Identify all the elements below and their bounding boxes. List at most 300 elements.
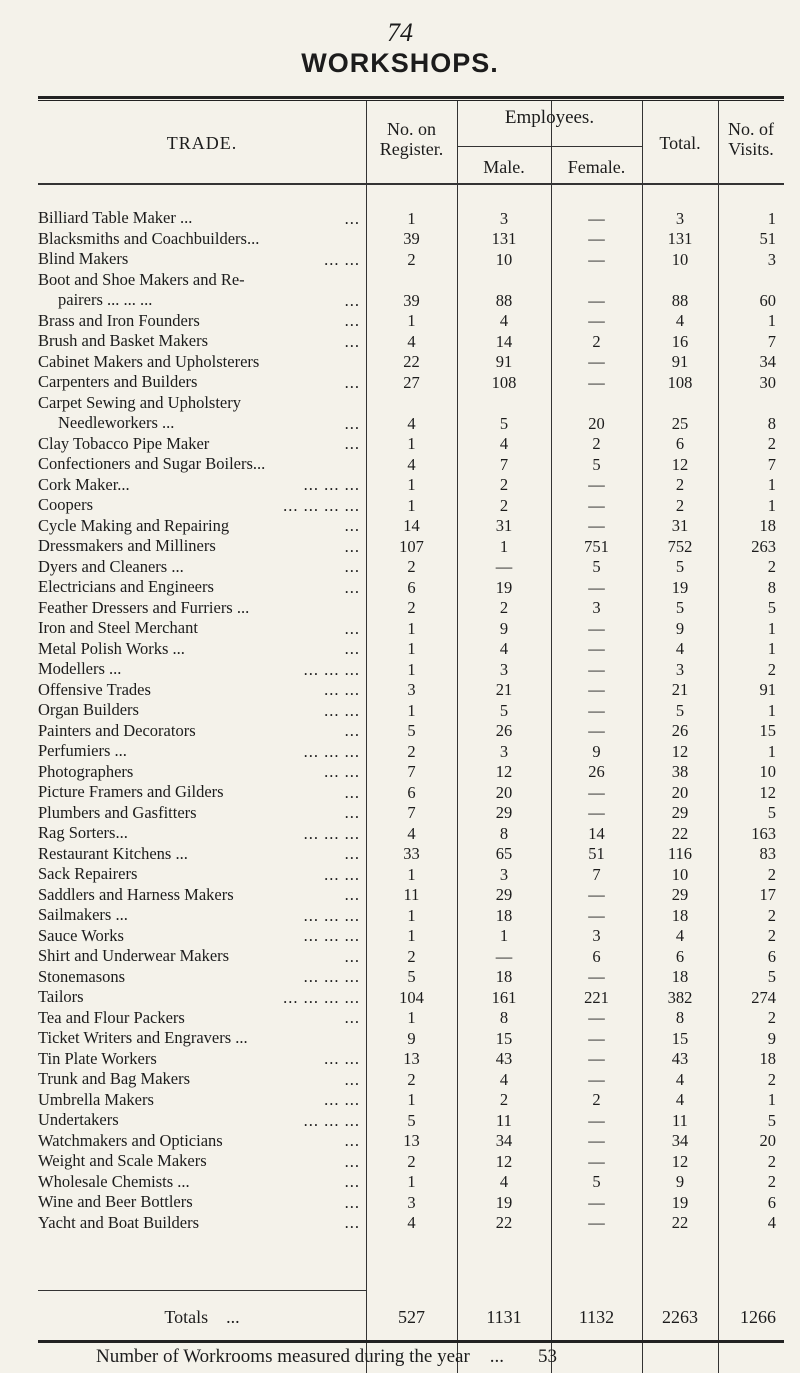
cell-total: 29 xyxy=(671,885,689,904)
cell-visits: 15 xyxy=(759,721,776,740)
cell-total: 29 xyxy=(671,803,689,822)
cell-visits: 51 xyxy=(759,229,776,248)
trade-name-text: Tin Plate Workers xyxy=(38,1048,157,1068)
cell-visits: 163 xyxy=(751,823,776,843)
cell-register: 13 xyxy=(403,1049,420,1068)
trade-name xyxy=(38,598,366,618)
cell-male: 161 xyxy=(491,987,517,1007)
leader-dots: ... xyxy=(344,1213,360,1232)
cell-female: — xyxy=(588,803,605,822)
table-row xyxy=(38,1213,784,1234)
footnote-value: 53 xyxy=(538,1346,558,1367)
table-row xyxy=(38,926,784,947)
cell-female: 2 xyxy=(592,434,601,453)
trade-name xyxy=(38,516,366,536)
cell-total: 382 xyxy=(667,987,693,1007)
leader-dots: ... xyxy=(344,516,360,535)
trade-name-text: Painters and Decorators xyxy=(38,720,196,740)
cell-register: 104 xyxy=(399,987,424,1007)
table-row xyxy=(38,1172,784,1193)
cell-total: 2 xyxy=(675,475,685,494)
cell-visits: 263 xyxy=(751,536,776,556)
leader-dots: ... xyxy=(344,208,360,228)
cell-female: — xyxy=(588,659,605,679)
trade-name-text: Watchmakers and Opticians xyxy=(38,1130,223,1150)
leader-dots: ... xyxy=(344,331,360,351)
cell-male: 21 xyxy=(495,680,513,699)
cell-visits: 91 xyxy=(759,680,776,699)
cell-total: 12 xyxy=(671,741,689,761)
cell-female: — xyxy=(588,229,605,248)
cell-female: — xyxy=(588,700,605,720)
cell-male: — xyxy=(495,946,513,966)
cell-male: 9 xyxy=(499,618,509,638)
cell-male: 88 xyxy=(495,290,513,310)
cell-total: 2 xyxy=(675,495,685,515)
trade-name-text: Perfumiers ... xyxy=(38,741,127,760)
table-row xyxy=(38,1110,784,1131)
cell-total: 8 xyxy=(675,1008,685,1027)
trade-name xyxy=(38,311,366,331)
trade-name-text: Cycle Making and Repairing xyxy=(38,515,230,535)
cell-total: 18 xyxy=(671,905,689,925)
trade-name xyxy=(38,229,366,249)
cell-visits: 6 xyxy=(767,946,776,966)
cell-visits: 2 xyxy=(767,1008,776,1027)
trade-name-text: Blind Makers xyxy=(38,249,129,268)
cell-total: 5 xyxy=(675,700,685,720)
cell-female: 20 xyxy=(588,413,605,433)
cell-female: — xyxy=(588,475,605,494)
table-row xyxy=(38,741,784,762)
page-number: 74 xyxy=(387,18,413,47)
trade-name-text: Tailors xyxy=(38,987,84,1006)
trade-name-text: Boot and Shoe Makers and Re- xyxy=(38,269,245,289)
cell-visits: 2 xyxy=(767,905,776,925)
table-row xyxy=(38,372,784,393)
cell-total: 4 xyxy=(675,926,685,945)
table-row xyxy=(38,1090,784,1111)
cell-register: 2 xyxy=(407,1151,416,1171)
trade-name-text: Rag Sorters... xyxy=(38,823,128,842)
totals-rule xyxy=(38,1290,366,1291)
cell-male: 4 xyxy=(499,1069,509,1089)
table-row xyxy=(38,987,784,1008)
cell-male: 4 xyxy=(499,1172,509,1191)
leader-dots: ... ... ... xyxy=(303,823,360,843)
cell-visits: 18 xyxy=(759,1049,776,1068)
table-row xyxy=(38,393,784,434)
leader-dots: ... xyxy=(344,434,360,453)
table-row xyxy=(38,1028,784,1049)
bottom-rule xyxy=(38,1340,784,1343)
employees-rule xyxy=(457,146,642,147)
cell-total: 4 xyxy=(675,1090,685,1109)
leader-dots: ... ... ... ... xyxy=(283,987,360,1007)
cell-register: 1 xyxy=(407,905,416,925)
cell-female: — xyxy=(588,1008,605,1027)
cell-female: 751 xyxy=(584,536,609,556)
leader-dots: ... ... xyxy=(324,1090,360,1109)
cell-female: — xyxy=(588,1213,605,1232)
cell-female: — xyxy=(588,372,605,392)
table-row xyxy=(38,823,784,844)
cell-total: 19 xyxy=(671,1192,689,1212)
trade-name-text: Billiard Table Maker ... xyxy=(38,208,193,227)
cell-total: 10 xyxy=(671,249,689,269)
leader-dots: ... ... xyxy=(324,680,360,699)
header-rule xyxy=(38,183,784,185)
trade-name-text: Sack Repairers xyxy=(38,864,138,883)
cell-register: 1 xyxy=(407,618,416,638)
cell-visits: 17 xyxy=(759,885,776,904)
footnote-label: Number of Workrooms measured during the year xyxy=(96,1346,470,1367)
cell-register: 3 xyxy=(407,1192,416,1212)
cell-male: 2 xyxy=(499,495,509,515)
cell-register: 39 xyxy=(403,290,420,310)
table-row xyxy=(38,557,784,578)
cell-male: 3 xyxy=(499,208,509,228)
cell-male: 22 xyxy=(495,1213,513,1232)
table-row xyxy=(38,475,784,496)
trade-name xyxy=(38,844,366,864)
table-row xyxy=(38,618,784,639)
table-row xyxy=(38,659,784,680)
trade-name-text: Offensive Trades xyxy=(38,679,151,699)
table-row xyxy=(38,1151,784,1172)
trade-name-text: Restaurant Kitchens ... xyxy=(38,843,188,863)
cell-female: — xyxy=(588,208,605,228)
cell-male: 20 xyxy=(495,782,513,802)
table-row xyxy=(38,700,784,721)
leader-dots: ... xyxy=(344,577,360,597)
cell-female: — xyxy=(588,639,605,658)
cell-visits: 12 xyxy=(759,782,776,802)
cell-register: 1 xyxy=(407,639,416,658)
trade-name-text: Cabinet Makers and Upholsterers xyxy=(38,351,260,371)
cell-male: 4 xyxy=(499,639,509,658)
trade-name xyxy=(38,1069,366,1089)
trade-name-text: Blacksmiths and Coachbuilders... xyxy=(38,228,260,248)
trade-name-text: Dyers and Cleaners ... xyxy=(38,556,184,576)
table-row xyxy=(38,946,784,967)
cell-male: 18 xyxy=(495,905,513,925)
totals-dots: ... xyxy=(226,1307,240,1327)
trade-name xyxy=(38,1172,366,1192)
table-row xyxy=(38,536,784,557)
cell-female: — xyxy=(588,885,605,904)
cell-female: — xyxy=(588,577,605,597)
totals-register: 527 xyxy=(398,1307,425,1327)
cell-female: — xyxy=(588,311,605,330)
trade-name-text: Brass and Iron Founders xyxy=(38,310,200,330)
cell-register: 33 xyxy=(403,844,420,863)
cell-total: 22 xyxy=(671,823,689,843)
cell-male: 14 xyxy=(495,331,513,351)
cell-visits: 1 xyxy=(767,639,776,658)
leader-dots: ... ... ... xyxy=(303,741,360,761)
leader-dots: ... ... ... xyxy=(303,475,360,494)
trade-name xyxy=(38,782,366,802)
cell-register: 27 xyxy=(403,372,420,392)
cell-register: 4 xyxy=(407,1213,416,1232)
cell-total: 108 xyxy=(667,372,693,392)
cell-visits: 2 xyxy=(767,1151,776,1171)
table-row xyxy=(38,905,784,926)
cell-register: 2 xyxy=(407,741,416,761)
cell-female: — xyxy=(588,516,605,535)
leader-dots: ... xyxy=(344,1172,360,1191)
cell-register: 1 xyxy=(407,311,416,330)
cell-female: — xyxy=(588,495,605,515)
totals-female: 1132 xyxy=(578,1307,615,1327)
cell-register: 2 xyxy=(407,1069,416,1089)
cell-female: 26 xyxy=(588,762,605,781)
totals-row xyxy=(38,1306,784,1328)
cell-total: 6 xyxy=(675,434,685,453)
trade-name-text: Sauce Works xyxy=(38,925,124,945)
table-row xyxy=(38,495,784,516)
cell-male: 29 xyxy=(495,803,513,822)
cell-visits: 30 xyxy=(759,372,776,392)
cell-visits: 83 xyxy=(759,844,776,863)
trade-name xyxy=(38,249,366,269)
cell-total: 18 xyxy=(671,967,689,986)
cell-female: 5 xyxy=(592,557,601,576)
cell-register: 1 xyxy=(407,434,416,453)
leader-dots: ... xyxy=(344,782,360,802)
totals-visits: 1266 xyxy=(740,1307,776,1327)
table-row xyxy=(38,1192,784,1213)
cell-register: 2 xyxy=(407,946,416,966)
cell-total: 6 xyxy=(675,946,685,966)
table-row xyxy=(38,803,784,824)
cell-register: 9 xyxy=(407,1028,416,1048)
header-female: Female. xyxy=(567,157,626,177)
cell-register: 1 xyxy=(407,475,416,494)
cell-register: 14 xyxy=(403,516,420,535)
cell-register: 3 xyxy=(407,680,416,699)
cell-total: 34 xyxy=(671,1131,689,1150)
cell-male: 108 xyxy=(491,372,517,392)
trade-name-text: Iron and Steel Merchant xyxy=(38,618,198,637)
trade-name-text: Coopers xyxy=(38,495,93,514)
cell-register: 4 xyxy=(407,331,416,351)
leader-dots: ... xyxy=(344,557,360,576)
trade-name xyxy=(38,270,366,310)
cell-register: 5 xyxy=(407,967,416,986)
top-rule xyxy=(38,96,784,99)
cell-female: — xyxy=(588,1110,605,1130)
leader-dots: ... xyxy=(344,844,360,863)
trade-name-text: Trunk and Bag Makers xyxy=(38,1069,191,1088)
cell-male: 26 xyxy=(495,721,513,740)
cell-total: 25 xyxy=(671,413,689,433)
trade-name-text: Undertakers xyxy=(38,1110,119,1129)
table-row xyxy=(38,229,784,250)
cell-register: 7 xyxy=(407,803,416,822)
table-row xyxy=(38,864,784,885)
footnote-dots: ... xyxy=(489,1346,505,1367)
leader-dots: ... xyxy=(344,413,360,433)
leader-dots: ... xyxy=(344,311,360,330)
cell-male: 11 xyxy=(496,1110,512,1130)
cell-total: 12 xyxy=(671,454,689,474)
page-title: WORKSHOPS. xyxy=(301,48,499,78)
leader-dots: ... xyxy=(344,618,360,638)
table-row xyxy=(38,577,784,598)
trade-name xyxy=(38,864,366,884)
cell-male: 2 xyxy=(499,598,509,617)
trade-name xyxy=(38,1151,366,1171)
cell-female: 6 xyxy=(592,946,601,966)
table-row xyxy=(38,598,784,619)
trade-name xyxy=(38,536,366,556)
cell-visits: 1 xyxy=(767,618,776,638)
trade-name xyxy=(38,803,366,823)
cell-register: 4 xyxy=(407,823,416,843)
trade-name-text: Saddlers and Harness Makers xyxy=(38,884,234,904)
cell-total: 12 xyxy=(671,1151,689,1171)
leader-dots: ... xyxy=(344,885,360,904)
cell-total: 4 xyxy=(675,311,685,330)
cell-total: 9 xyxy=(675,1172,685,1191)
leader-dots: ... xyxy=(344,803,360,822)
cell-male: 91 xyxy=(495,352,513,371)
cell-visits: 60 xyxy=(759,290,776,310)
table-row xyxy=(38,844,784,865)
cell-register: 11 xyxy=(403,885,420,904)
cell-visits: 274 xyxy=(751,987,776,1007)
top-rule-thin xyxy=(38,100,784,101)
cell-female: — xyxy=(588,1049,605,1068)
cell-register: 1 xyxy=(407,926,416,945)
cell-visits: 5 xyxy=(767,1110,776,1130)
trade-name-text: Wine and Beer Bottlers xyxy=(38,1192,193,1211)
table-row xyxy=(38,1008,784,1029)
cell-register: 5 xyxy=(407,1110,416,1130)
trade-name-text: Brush and Basket Makers xyxy=(38,331,209,350)
table-row xyxy=(38,208,784,229)
cell-visits: 5 xyxy=(767,967,776,986)
cell-register: 1 xyxy=(407,864,416,884)
leader-dots: ... xyxy=(344,372,360,392)
leader-dots: ... ... xyxy=(324,1049,360,1068)
leader-dots: ... ... ... xyxy=(303,967,360,986)
header-male: Male. xyxy=(483,157,525,177)
trade-name xyxy=(38,762,366,782)
cell-total: 116 xyxy=(667,844,693,863)
cell-male: 12 xyxy=(495,1151,513,1171)
leader-dots: ... xyxy=(344,290,360,310)
trade-name xyxy=(38,1049,366,1069)
trade-name xyxy=(38,372,366,392)
cell-visits: 1 xyxy=(767,1090,776,1109)
cell-female: — xyxy=(588,249,605,269)
leader-dots: ... ... xyxy=(324,864,360,884)
header-total: Total. xyxy=(659,133,701,153)
trade-name xyxy=(38,352,366,372)
trade-name-text: Clay Tobacco Pipe Maker xyxy=(38,433,210,453)
cell-visits: 2 xyxy=(767,1172,776,1191)
cell-register: 2 xyxy=(407,249,416,269)
cell-male: 1 xyxy=(499,926,509,945)
trade-name-text: Organ Builders xyxy=(38,700,139,719)
trade-name xyxy=(38,1008,366,1028)
cell-total: 26 xyxy=(671,721,689,740)
cell-female: — xyxy=(588,618,605,638)
table-row xyxy=(38,270,784,311)
cell-visits: 2 xyxy=(767,557,776,576)
cell-visits: 2 xyxy=(767,659,776,679)
cell-female: — xyxy=(588,782,605,802)
cell-register: 1 xyxy=(407,1172,416,1191)
cell-total: 3 xyxy=(675,208,685,228)
trade-name xyxy=(38,946,366,966)
trade-name-text: Electricians and Engineers xyxy=(38,577,214,596)
cell-female: — xyxy=(588,967,605,986)
cell-female: — xyxy=(588,721,605,740)
cell-visits: 1 xyxy=(767,208,776,228)
cell-female: — xyxy=(588,1028,605,1048)
cell-total: 5 xyxy=(675,557,685,576)
totals-label-text: Totals xyxy=(164,1307,209,1327)
trade-name xyxy=(38,1028,366,1048)
cell-male: 19 xyxy=(495,577,513,597)
cell-visits: 18 xyxy=(759,516,776,535)
cell-visits: 20 xyxy=(759,1131,776,1150)
cell-total: 20 xyxy=(671,782,689,802)
trade-name-text: Modellers ... xyxy=(38,659,122,678)
cell-visits: 5 xyxy=(767,803,776,822)
cell-visits: 3 xyxy=(767,249,776,269)
cell-total: 4 xyxy=(675,1069,685,1089)
trade-name-text: Metal Polish Works ... xyxy=(38,638,185,658)
cell-female: — xyxy=(588,1192,605,1212)
cell-total: 21 xyxy=(671,680,689,699)
cell-total: 15 xyxy=(671,1028,689,1048)
trade-name xyxy=(38,208,366,228)
table-row xyxy=(38,352,784,373)
cell-register: 22 xyxy=(403,352,420,371)
cell-female: 5 xyxy=(592,454,601,474)
trade-name-text: Cork Maker... xyxy=(38,474,130,494)
table-row xyxy=(38,454,784,475)
trade-name xyxy=(38,680,366,700)
cell-male: 5 xyxy=(499,413,509,433)
cell-visits: 6 xyxy=(767,1192,776,1212)
cell-total: 752 xyxy=(667,536,693,556)
cell-total: 38 xyxy=(671,762,689,781)
cell-total: 31 xyxy=(671,516,689,535)
trade-name xyxy=(38,1213,366,1233)
cell-visits: 1 xyxy=(767,475,776,494)
cell-visits: 7 xyxy=(767,454,776,474)
table-row xyxy=(38,516,784,537)
cell-female: — xyxy=(588,905,605,925)
cell-visits: 2 xyxy=(767,1069,776,1089)
leader-dots: ... ... ... xyxy=(303,659,360,679)
leader-dots: ... ... xyxy=(324,249,360,269)
cell-total: 10 xyxy=(671,864,689,884)
trade-name-text: Dressmakers and Milliners xyxy=(38,536,216,555)
trade-name xyxy=(38,1090,366,1110)
cell-female: 221 xyxy=(584,987,609,1007)
trade-name-text-continued: pairers ... ... ... xyxy=(58,289,153,309)
cell-total: 91 xyxy=(671,352,689,371)
leader-dots: ... xyxy=(344,1192,360,1212)
cell-visits: 1 xyxy=(767,700,776,720)
